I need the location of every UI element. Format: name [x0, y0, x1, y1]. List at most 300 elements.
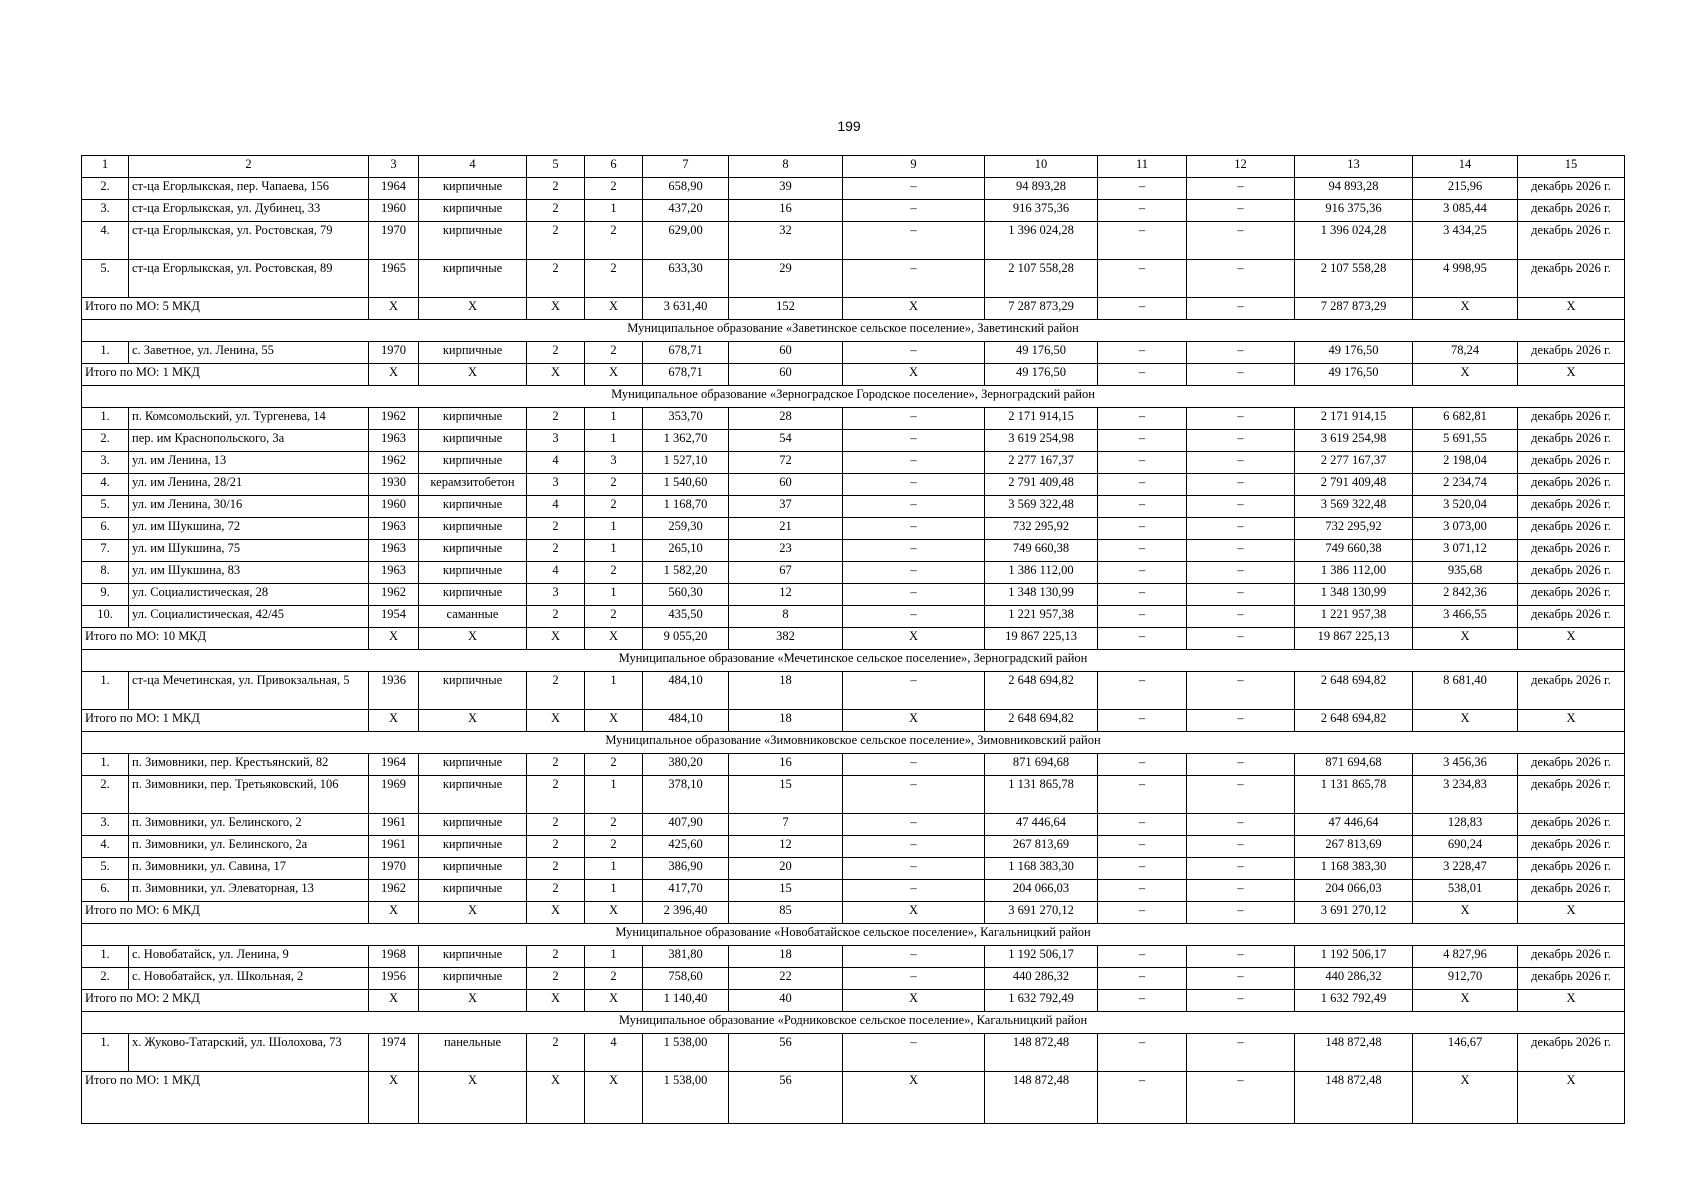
table-cell: 204 066,03: [985, 880, 1098, 902]
table-cell: 39: [729, 178, 843, 200]
total-cell: –: [1187, 990, 1295, 1012]
section-header-row: [82, 732, 1625, 754]
table-cell: 54: [729, 430, 843, 452]
table-cell: 2 648 694,82: [1295, 672, 1413, 710]
table-cell: 12: [729, 584, 843, 606]
table-cell: кирпичные: [419, 880, 527, 902]
table-cell: 16: [729, 200, 843, 222]
table-row: [82, 496, 1625, 518]
table-cell: 732 295,92: [985, 518, 1098, 540]
table-cell: –: [1098, 452, 1187, 474]
total-label: Итого по МО: 1 МКД: [82, 1072, 369, 1124]
total-cell: X: [585, 990, 643, 1012]
table-body: [82, 178, 1625, 1124]
address-cell: п. Зимовники, ул. Савина, 17: [129, 858, 369, 880]
table-cell: 1956: [369, 968, 419, 990]
table-cell: –: [1098, 968, 1187, 990]
table-row: [82, 946, 1625, 968]
total-cell: 49 176,50: [1295, 364, 1413, 386]
table-cell: кирпичные: [419, 814, 527, 836]
table-cell: 18: [729, 946, 843, 968]
table-cell: 2: [585, 836, 643, 858]
table-cell: 1: [585, 672, 643, 710]
table-cell: 1 386 112,00: [1295, 562, 1413, 584]
table-cell: 1: [585, 518, 643, 540]
column-number: 10: [985, 156, 1098, 178]
total-cell: X: [369, 710, 419, 732]
table-cell: 1 192 506,17: [985, 946, 1098, 968]
table-cell: 2: [527, 814, 585, 836]
total-cell: 7 287 873,29: [985, 298, 1098, 320]
table-cell: 2: [527, 222, 585, 260]
table-cell: 3 466,55: [1413, 606, 1518, 628]
table-cell: 407,90: [643, 814, 729, 836]
table-cell: керамзитобетон: [419, 474, 527, 496]
total-cell: X: [843, 902, 985, 924]
table-cell: декабрь 2026 г.: [1518, 1034, 1625, 1072]
table-cell: 16: [729, 754, 843, 776]
table-cell: 29: [729, 260, 843, 298]
table-cell: 3.: [82, 200, 129, 222]
table-cell: 560,30: [643, 584, 729, 606]
table-cell: 49 176,50: [1295, 342, 1413, 364]
address-cell: п. Зимовники, пер. Крестьянский, 82: [129, 754, 369, 776]
table-cell: кирпичные: [419, 408, 527, 430]
total-cell: X: [419, 1072, 527, 1124]
table-cell: –: [1187, 430, 1295, 452]
total-cell: X: [527, 364, 585, 386]
total-cell: X: [1518, 902, 1625, 924]
table-cell: –: [1098, 836, 1187, 858]
table-row: [82, 518, 1625, 540]
table-cell: 1969: [369, 776, 419, 814]
table-cell: 1963: [369, 540, 419, 562]
table-cell: 1 221 957,38: [985, 606, 1098, 628]
total-cell: 1 632 792,49: [1295, 990, 1413, 1012]
table-cell: 47 446,64: [1295, 814, 1413, 836]
table-cell: 215,96: [1413, 178, 1518, 200]
page-number: 199: [837, 118, 861, 134]
table-cell: 7: [729, 814, 843, 836]
total-row: [82, 364, 1625, 386]
table-cell: 8 681,40: [1413, 672, 1518, 710]
table-cell: кирпичные: [419, 540, 527, 562]
table-cell: 1.: [82, 408, 129, 430]
total-cell: X: [1518, 628, 1625, 650]
table-cell: 1: [585, 408, 643, 430]
total-label: Итого по МО: 2 МКД: [82, 990, 369, 1012]
section-header-row: [82, 320, 1625, 342]
table-cell: 4: [527, 562, 585, 584]
table-cell: –: [1098, 260, 1187, 298]
table-cell: 2: [527, 178, 585, 200]
total-cell: 2 648 694,82: [985, 710, 1098, 732]
table-cell: 1954: [369, 606, 419, 628]
table-cell: декабрь 2026 г.: [1518, 496, 1625, 518]
column-number: 11: [1098, 156, 1187, 178]
table-cell: 265,10: [643, 540, 729, 562]
table-cell: 15: [729, 776, 843, 814]
total-cell: X: [585, 628, 643, 650]
table-cell: –: [843, 452, 985, 474]
table-cell: 4.: [82, 222, 129, 260]
address-cell: ул. Социалистическая, 28: [129, 584, 369, 606]
total-label: Итого по МО: 5 МКД: [82, 298, 369, 320]
address-cell: ст-ца Егорлыкская, пер. Чапаева, 156: [129, 178, 369, 200]
table-cell: –: [1098, 754, 1187, 776]
column-number: 2: [129, 156, 369, 178]
table-cell: 1936: [369, 672, 419, 710]
total-cell: 152: [729, 298, 843, 320]
table-cell: 2: [585, 474, 643, 496]
total-cell: 382: [729, 628, 843, 650]
total-cell: –: [1098, 990, 1187, 1012]
section-header-row: [82, 1012, 1625, 1034]
table-cell: –: [1098, 814, 1187, 836]
table-cell: 6.: [82, 880, 129, 902]
table-cell: –: [1187, 200, 1295, 222]
table-cell: 1962: [369, 880, 419, 902]
table-cell: 128,83: [1413, 814, 1518, 836]
table-cell: 18: [729, 672, 843, 710]
table-cell: –: [1187, 496, 1295, 518]
table-cell: 1961: [369, 814, 419, 836]
table-cell: кирпичные: [419, 858, 527, 880]
table-cell: 37: [729, 496, 843, 518]
table-cell: 2: [585, 260, 643, 298]
table-cell: 60: [729, 342, 843, 364]
table-cell: 1 131 865,78: [985, 776, 1098, 814]
table-cell: –: [843, 1034, 985, 1072]
table-cell: 5.: [82, 496, 129, 518]
table-cell: 3 619 254,98: [1295, 430, 1413, 452]
table-cell: 2 198,04: [1413, 452, 1518, 474]
table-cell: –: [843, 672, 985, 710]
table-cell: кирпичные: [419, 496, 527, 518]
table-cell: 23: [729, 540, 843, 562]
total-cell: 7 287 873,29: [1295, 298, 1413, 320]
total-cell: X: [1518, 1072, 1625, 1124]
address-cell: ст-ца Егорлыкская, ул. Дубинец, 33: [129, 200, 369, 222]
table-cell: 8: [729, 606, 843, 628]
total-cell: X: [843, 710, 985, 732]
table-cell: 2: [527, 880, 585, 902]
total-cell: 19 867 225,13: [985, 628, 1098, 650]
address-cell: ул. им Ленина, 13: [129, 452, 369, 474]
address-cell: ул. им Шукшина, 83: [129, 562, 369, 584]
table-cell: –: [843, 968, 985, 990]
table-cell: 2: [527, 672, 585, 710]
table-cell: 3 228,47: [1413, 858, 1518, 880]
table-cell: –: [843, 496, 985, 518]
table-cell: 658,90: [643, 178, 729, 200]
address-cell: ул. им Шукшина, 72: [129, 518, 369, 540]
table-cell: декабрь 2026 г.: [1518, 836, 1625, 858]
table-cell: –: [843, 814, 985, 836]
total-cell: X: [843, 364, 985, 386]
table-cell: кирпичные: [419, 200, 527, 222]
total-cell: X: [585, 710, 643, 732]
table-cell: 1 192 506,17: [1295, 946, 1413, 968]
table-cell: –: [843, 260, 985, 298]
column-number: 5: [527, 156, 585, 178]
table-cell: кирпичные: [419, 178, 527, 200]
table-cell: 148 872,48: [985, 1034, 1098, 1072]
table-cell: 1 168,70: [643, 496, 729, 518]
municipality-heading: Муниципальное образование «Новобатайское сельское поселение», Кагальницкий район: [82, 924, 1625, 946]
table-row: [82, 584, 1625, 606]
total-cell: X: [1413, 1072, 1518, 1124]
table-cell: 1 348 130,99: [1295, 584, 1413, 606]
total-label: Итого по МО: 10 МКД: [82, 628, 369, 650]
total-cell: 56: [729, 1072, 843, 1124]
table-cell: 8.: [82, 562, 129, 584]
total-cell: –: [1187, 1072, 1295, 1124]
table-cell: 1930: [369, 474, 419, 496]
total-cell: X: [369, 990, 419, 1012]
table-cell: 15: [729, 880, 843, 902]
total-cell: X: [419, 364, 527, 386]
table-cell: 417,70: [643, 880, 729, 902]
table-cell: декабрь 2026 г.: [1518, 430, 1625, 452]
table-cell: –: [1187, 222, 1295, 260]
table-cell: 3 569 322,48: [985, 496, 1098, 518]
table-cell: –: [843, 342, 985, 364]
total-cell: –: [1187, 298, 1295, 320]
table-cell: кирпичные: [419, 562, 527, 584]
total-cell: X: [843, 298, 985, 320]
table-cell: декабрь 2026 г.: [1518, 880, 1625, 902]
table-cell: –: [1098, 200, 1187, 222]
table-cell: 1968: [369, 946, 419, 968]
table-cell: 386,90: [643, 858, 729, 880]
table-cell: –: [1187, 562, 1295, 584]
table-cell: 2: [585, 222, 643, 260]
municipality-heading: Муниципальное образование «Зерноградское Городское поселение», Зерноградский район: [82, 386, 1625, 408]
table-cell: –: [1098, 430, 1187, 452]
address-cell: х. Жуково-Татарский, ул. Шолохова, 73: [129, 1034, 369, 1072]
table-cell: декабрь 2026 г.: [1518, 540, 1625, 562]
table-cell: 690,24: [1413, 836, 1518, 858]
total-cell: X: [527, 902, 585, 924]
table-cell: 1960: [369, 496, 419, 518]
table-cell: декабрь 2026 г.: [1518, 474, 1625, 496]
table-cell: 1970: [369, 858, 419, 880]
table-cell: 21: [729, 518, 843, 540]
housing-repair-table: [81, 155, 1625, 1124]
total-cell: 148 872,48: [985, 1072, 1098, 1124]
table-cell: 148 872,48: [1295, 1034, 1413, 1072]
table-cell: 1970: [369, 222, 419, 260]
table-cell: 22: [729, 968, 843, 990]
table-cell: саманные: [419, 606, 527, 628]
table-cell: 2: [527, 518, 585, 540]
table-cell: –: [843, 946, 985, 968]
table-cell: –: [1187, 776, 1295, 814]
table-cell: 9.: [82, 584, 129, 606]
table-cell: 1964: [369, 178, 419, 200]
total-cell: X: [1413, 364, 1518, 386]
table-cell: 2.: [82, 968, 129, 990]
total-cell: –: [1098, 902, 1187, 924]
table-cell: –: [843, 754, 985, 776]
table-cell: –: [1187, 1034, 1295, 1072]
table-cell: 3 085,44: [1413, 200, 1518, 222]
total-cell: 40: [729, 990, 843, 1012]
table-cell: 204 066,03: [1295, 880, 1413, 902]
table-cell: 4: [585, 1034, 643, 1072]
table-cell: –: [1098, 606, 1187, 628]
table-row: [82, 814, 1625, 836]
total-row: [82, 628, 1625, 650]
total-cell: X: [419, 298, 527, 320]
table-cell: 28: [729, 408, 843, 430]
table-cell: 1962: [369, 408, 419, 430]
table-cell: –: [1187, 540, 1295, 562]
address-cell: ул. им Ленина, 30/16: [129, 496, 369, 518]
address-cell: с. Новобатайск, ул. Школьная, 2: [129, 968, 369, 990]
total-cell: –: [1187, 364, 1295, 386]
table-cell: 259,30: [643, 518, 729, 540]
table-cell: 1 396 024,28: [985, 222, 1098, 260]
table-cell: 94 893,28: [985, 178, 1098, 200]
table-cell: –: [843, 836, 985, 858]
table-cell: 1.: [82, 672, 129, 710]
total-cell: X: [419, 990, 527, 1012]
table-cell: 1.: [82, 342, 129, 364]
table-cell: декабрь 2026 г.: [1518, 968, 1625, 990]
total-cell: X: [527, 710, 585, 732]
total-cell: X: [1413, 628, 1518, 650]
table-row: [82, 672, 1625, 710]
table-cell: –: [843, 178, 985, 200]
table-cell: 5.: [82, 858, 129, 880]
total-cell: X: [585, 1072, 643, 1124]
table-row: [82, 178, 1625, 200]
total-cell: 1 632 792,49: [985, 990, 1098, 1012]
table-row: [82, 474, 1625, 496]
total-cell: X: [1413, 298, 1518, 320]
total-cell: X: [527, 298, 585, 320]
table-cell: кирпичные: [419, 776, 527, 814]
table-cell: 2: [585, 342, 643, 364]
table-cell: –: [843, 880, 985, 902]
table-cell: 2: [527, 946, 585, 968]
address-cell: ст-ца Егорлыкская, ул. Ростовская, 79: [129, 222, 369, 260]
column-number-row: [82, 156, 1625, 178]
table-cell: 2 107 558,28: [1295, 260, 1413, 298]
table-cell: 1.: [82, 754, 129, 776]
table-cell: 2: [527, 260, 585, 298]
total-label: Итого по МО: 1 МКД: [82, 710, 369, 732]
table-cell: –: [1187, 606, 1295, 628]
table-cell: 1961: [369, 836, 419, 858]
table-cell: декабрь 2026 г.: [1518, 776, 1625, 814]
table-cell: 60: [729, 474, 843, 496]
address-cell: ст-ца Егорлыкская, ул. Ростовская, 89: [129, 260, 369, 298]
table-cell: 2.: [82, 178, 129, 200]
table-cell: 4: [527, 496, 585, 518]
table-cell: 1970: [369, 342, 419, 364]
table-cell: 4 998,95: [1413, 260, 1518, 298]
table-row: [82, 408, 1625, 430]
table-cell: 267 813,69: [985, 836, 1098, 858]
table-cell: 1.: [82, 946, 129, 968]
table-row: [82, 858, 1625, 880]
total-cell: –: [1187, 628, 1295, 650]
table-row: [82, 1034, 1625, 1072]
table-cell: 1 362,70: [643, 430, 729, 452]
total-cell: 678,71: [643, 364, 729, 386]
table-cell: 2: [527, 858, 585, 880]
total-cell: 85: [729, 902, 843, 924]
total-row: [82, 1072, 1625, 1124]
table-cell: кирпичные: [419, 946, 527, 968]
table-cell: –: [1098, 342, 1187, 364]
table-cell: 2: [585, 178, 643, 200]
table-cell: 1963: [369, 562, 419, 584]
table-cell: 1.: [82, 1034, 129, 1072]
total-label: Итого по МО: 6 МКД: [82, 902, 369, 924]
table-cell: –: [1098, 474, 1187, 496]
table-cell: 2: [585, 754, 643, 776]
table-row: [82, 222, 1625, 260]
table-cell: 3: [527, 474, 585, 496]
table-cell: 267 813,69: [1295, 836, 1413, 858]
table-cell: 1: [585, 946, 643, 968]
table-cell: 6 682,81: [1413, 408, 1518, 430]
table-cell: 538,01: [1413, 880, 1518, 902]
table-cell: –: [1187, 342, 1295, 364]
table-cell: 353,70: [643, 408, 729, 430]
column-number: 4: [419, 156, 527, 178]
table-cell: 425,60: [643, 836, 729, 858]
total-cell: –: [1187, 902, 1295, 924]
column-number: 14: [1413, 156, 1518, 178]
column-number: 1: [82, 156, 129, 178]
table-cell: 1 386 112,00: [985, 562, 1098, 584]
table-cell: 1: [585, 880, 643, 902]
table-cell: декабрь 2026 г.: [1518, 408, 1625, 430]
table-cell: 2: [527, 836, 585, 858]
total-cell: X: [585, 902, 643, 924]
table-cell: 2: [585, 496, 643, 518]
table-cell: кирпичные: [419, 968, 527, 990]
table-cell: –: [1187, 518, 1295, 540]
table-cell: 749 660,38: [1295, 540, 1413, 562]
total-cell: X: [369, 298, 419, 320]
table-cell: –: [1098, 222, 1187, 260]
table-cell: декабрь 2026 г.: [1518, 584, 1625, 606]
total-cell: X: [1518, 364, 1625, 386]
total-cell: –: [1098, 628, 1187, 650]
table-row: [82, 606, 1625, 628]
table-cell: 72: [729, 452, 843, 474]
table-cell: 440 286,32: [985, 968, 1098, 990]
table-cell: 146,67: [1413, 1034, 1518, 1072]
table-cell: –: [1098, 1034, 1187, 1072]
column-number: 12: [1187, 156, 1295, 178]
table-cell: –: [843, 858, 985, 880]
table-cell: 2: [527, 776, 585, 814]
table-cell: декабрь 2026 г.: [1518, 518, 1625, 540]
table-cell: 5.: [82, 260, 129, 298]
table-cell: 3: [527, 430, 585, 452]
table-row: [82, 968, 1625, 990]
column-number: 9: [843, 156, 985, 178]
table-cell: декабрь 2026 г.: [1518, 858, 1625, 880]
table-cell: –: [1098, 584, 1187, 606]
